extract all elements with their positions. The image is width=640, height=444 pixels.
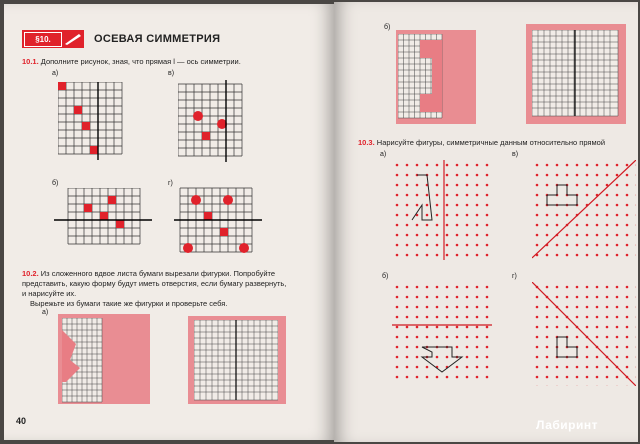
ex-10-2-line2: представить, какую форму будут иметь отверстия, если бумагу развернуть, [22, 279, 287, 288]
ex-10-3-number: 10.3. [358, 138, 375, 147]
ex-10-2-line1 [22, 269, 275, 278]
grid-10-1-b [54, 188, 154, 254]
watermark: Лабиринт [536, 418, 599, 432]
cut-figure-b [398, 34, 448, 120]
label-b-3: б) [382, 273, 389, 280]
ex-10-1-number: 10.1. [22, 57, 39, 66]
grid-10-1-a [58, 82, 128, 162]
pencil-icon [63, 32, 83, 46]
dotgrid-b [392, 282, 492, 382]
label-g-3: г) [512, 273, 517, 280]
answer-grid-a [194, 320, 278, 402]
dotgrid-a [392, 160, 492, 260]
ex-10-1-instruction: Дополните рисунок, зная, что прямая l — ось симметрии. [40, 57, 241, 66]
ex-10-2-number: 10.2. [22, 269, 39, 278]
dotgrid-v [532, 160, 636, 260]
label-a: а) [52, 70, 59, 77]
grid-10-1-g [174, 186, 264, 258]
label-b: б) [52, 180, 59, 187]
ex-10-2-line3: и нарисуйте их. [22, 289, 77, 298]
ex-10-2-line4: Вырежьте из бумаги такие же фигурки и проверьте себя. [30, 299, 228, 308]
ex-10-1-text [22, 57, 241, 66]
label-v-3: в) [512, 151, 519, 158]
label-b-2: б) [384, 24, 391, 31]
label-a-3: а) [380, 151, 387, 158]
section-title: ОСЕВАЯ СИММЕТРИЯ [94, 33, 221, 45]
ex-10-3-text: Нарисуйте фигуры, симметричные данным относительно прямой [376, 138, 606, 147]
section-number: §10. [24, 32, 62, 47]
grid-10-1-v [178, 80, 248, 164]
cut-figure-a [62, 318, 106, 404]
section-badge [22, 30, 84, 48]
label-g: г) [168, 180, 173, 187]
label-a-2: а) [42, 309, 49, 316]
answer-grid-b [532, 30, 620, 118]
dotgrid-g [532, 282, 636, 386]
ex-10-3-line [358, 138, 605, 147]
label-v: в) [168, 70, 175, 77]
page-number: 40 [16, 416, 27, 426]
ex-10-2-text1: Из сложенного вдвое листа бумаги вырезали фигурки. Попробуйте [40, 269, 276, 278]
